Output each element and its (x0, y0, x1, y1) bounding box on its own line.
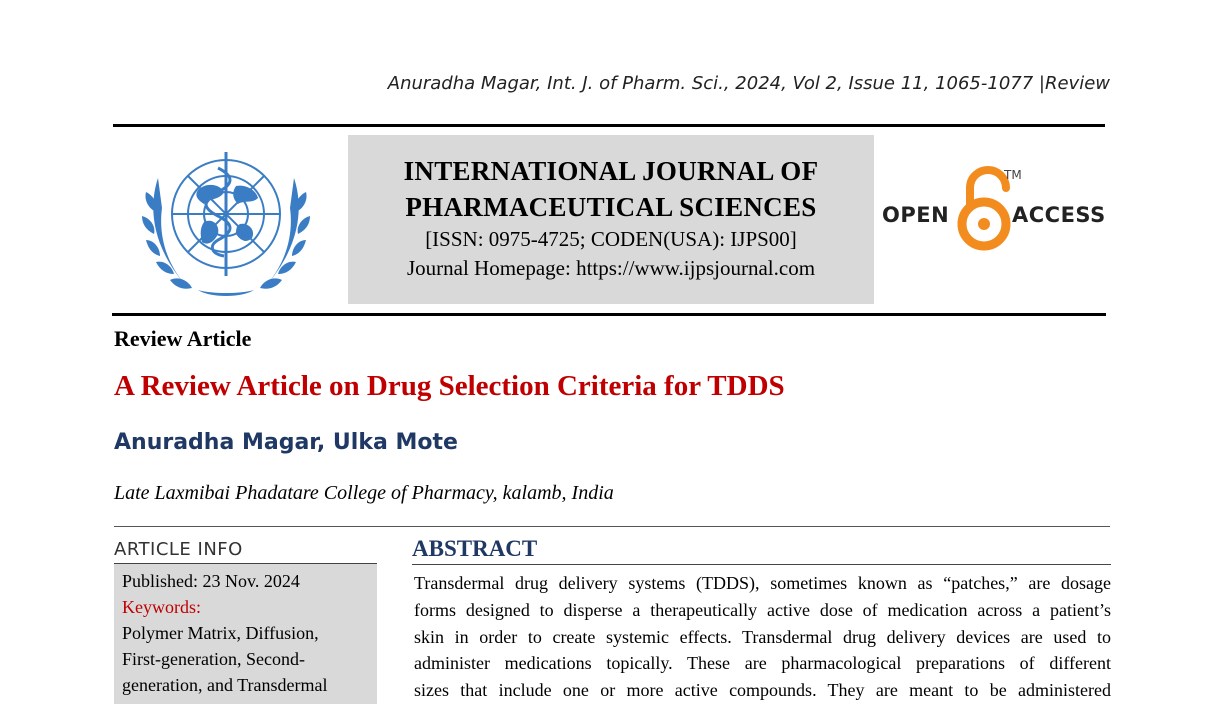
abstract-rule (412, 564, 1111, 565)
open-access-access-text: ACCESS (1012, 203, 1106, 227)
abstract-line: skin in order to create systemic effects. Transdermal drug delivery devices are used to (414, 626, 1111, 647)
article-info-heading: ARTICLE INFO (114, 539, 243, 560)
article-title: A Review Article on Drug Selection Criteria for TDDS (114, 370, 785, 402)
journal-issn: [ISSN: 0975-4725; CODEN(USA): IJPS00] (425, 227, 797, 251)
article-info-box (114, 564, 377, 704)
article-type: Review Article (114, 326, 252, 351)
keywords-line: First-generation, Second- (122, 649, 305, 669)
abstract-line: administer medications topically. These are pharmacological preparations of different (414, 653, 1111, 674)
journal-homepage: Journal Homepage: https://www.ijpsjournal.com (406, 256, 816, 280)
header-rule-top (113, 124, 1105, 127)
article-authors: Anuradha Magar, Ulka Mote (114, 430, 458, 455)
abstract-body (414, 570, 1111, 704)
abstract-line: sizes that include one or more active compounds. They are meant to be administered (414, 680, 1111, 701)
open-access-logo (880, 166, 1106, 252)
abstract-line: Transdermal drug delivery systems (TDDS), sometimes known as “patches,” are dosage (414, 573, 1111, 593)
open-access-open-text: OPEN (882, 203, 950, 227)
abstract-heading: ABSTRACT (412, 536, 538, 561)
header-rule-bottom (112, 313, 1106, 316)
published-date: Published: 23 Nov. 2024 (122, 571, 300, 591)
abstract-line: forms designed to disperse a therapeutically active dose of medication across a patient’s (414, 599, 1111, 620)
journal-banner (348, 135, 874, 304)
keywords-label: Keywords: (122, 597, 201, 617)
emblem-icon (128, 138, 324, 304)
keywords-line: generation, and Transdermal (122, 675, 328, 695)
author-affiliation: Late Laxmibai Phadatare College of Pharmacy, kalamb, India (114, 482, 614, 504)
running-head: Anuradha Magar, Int. J. of Pharm. Sci., 2024, Vol 2, Issue 11, 1065-1077 |Review (387, 73, 1110, 94)
journal-emblem-logo (128, 138, 324, 304)
journal-title-line1: INTERNATIONAL JOURNAL OF (403, 156, 819, 186)
keywords-line: Polymer Matrix, Diffusion, (122, 623, 319, 643)
open-access-tm: TM (1004, 168, 1022, 182)
journal-title-line2: PHARMACEUTICAL SCIENCES (405, 192, 817, 222)
affiliation-divider (114, 526, 1110, 527)
